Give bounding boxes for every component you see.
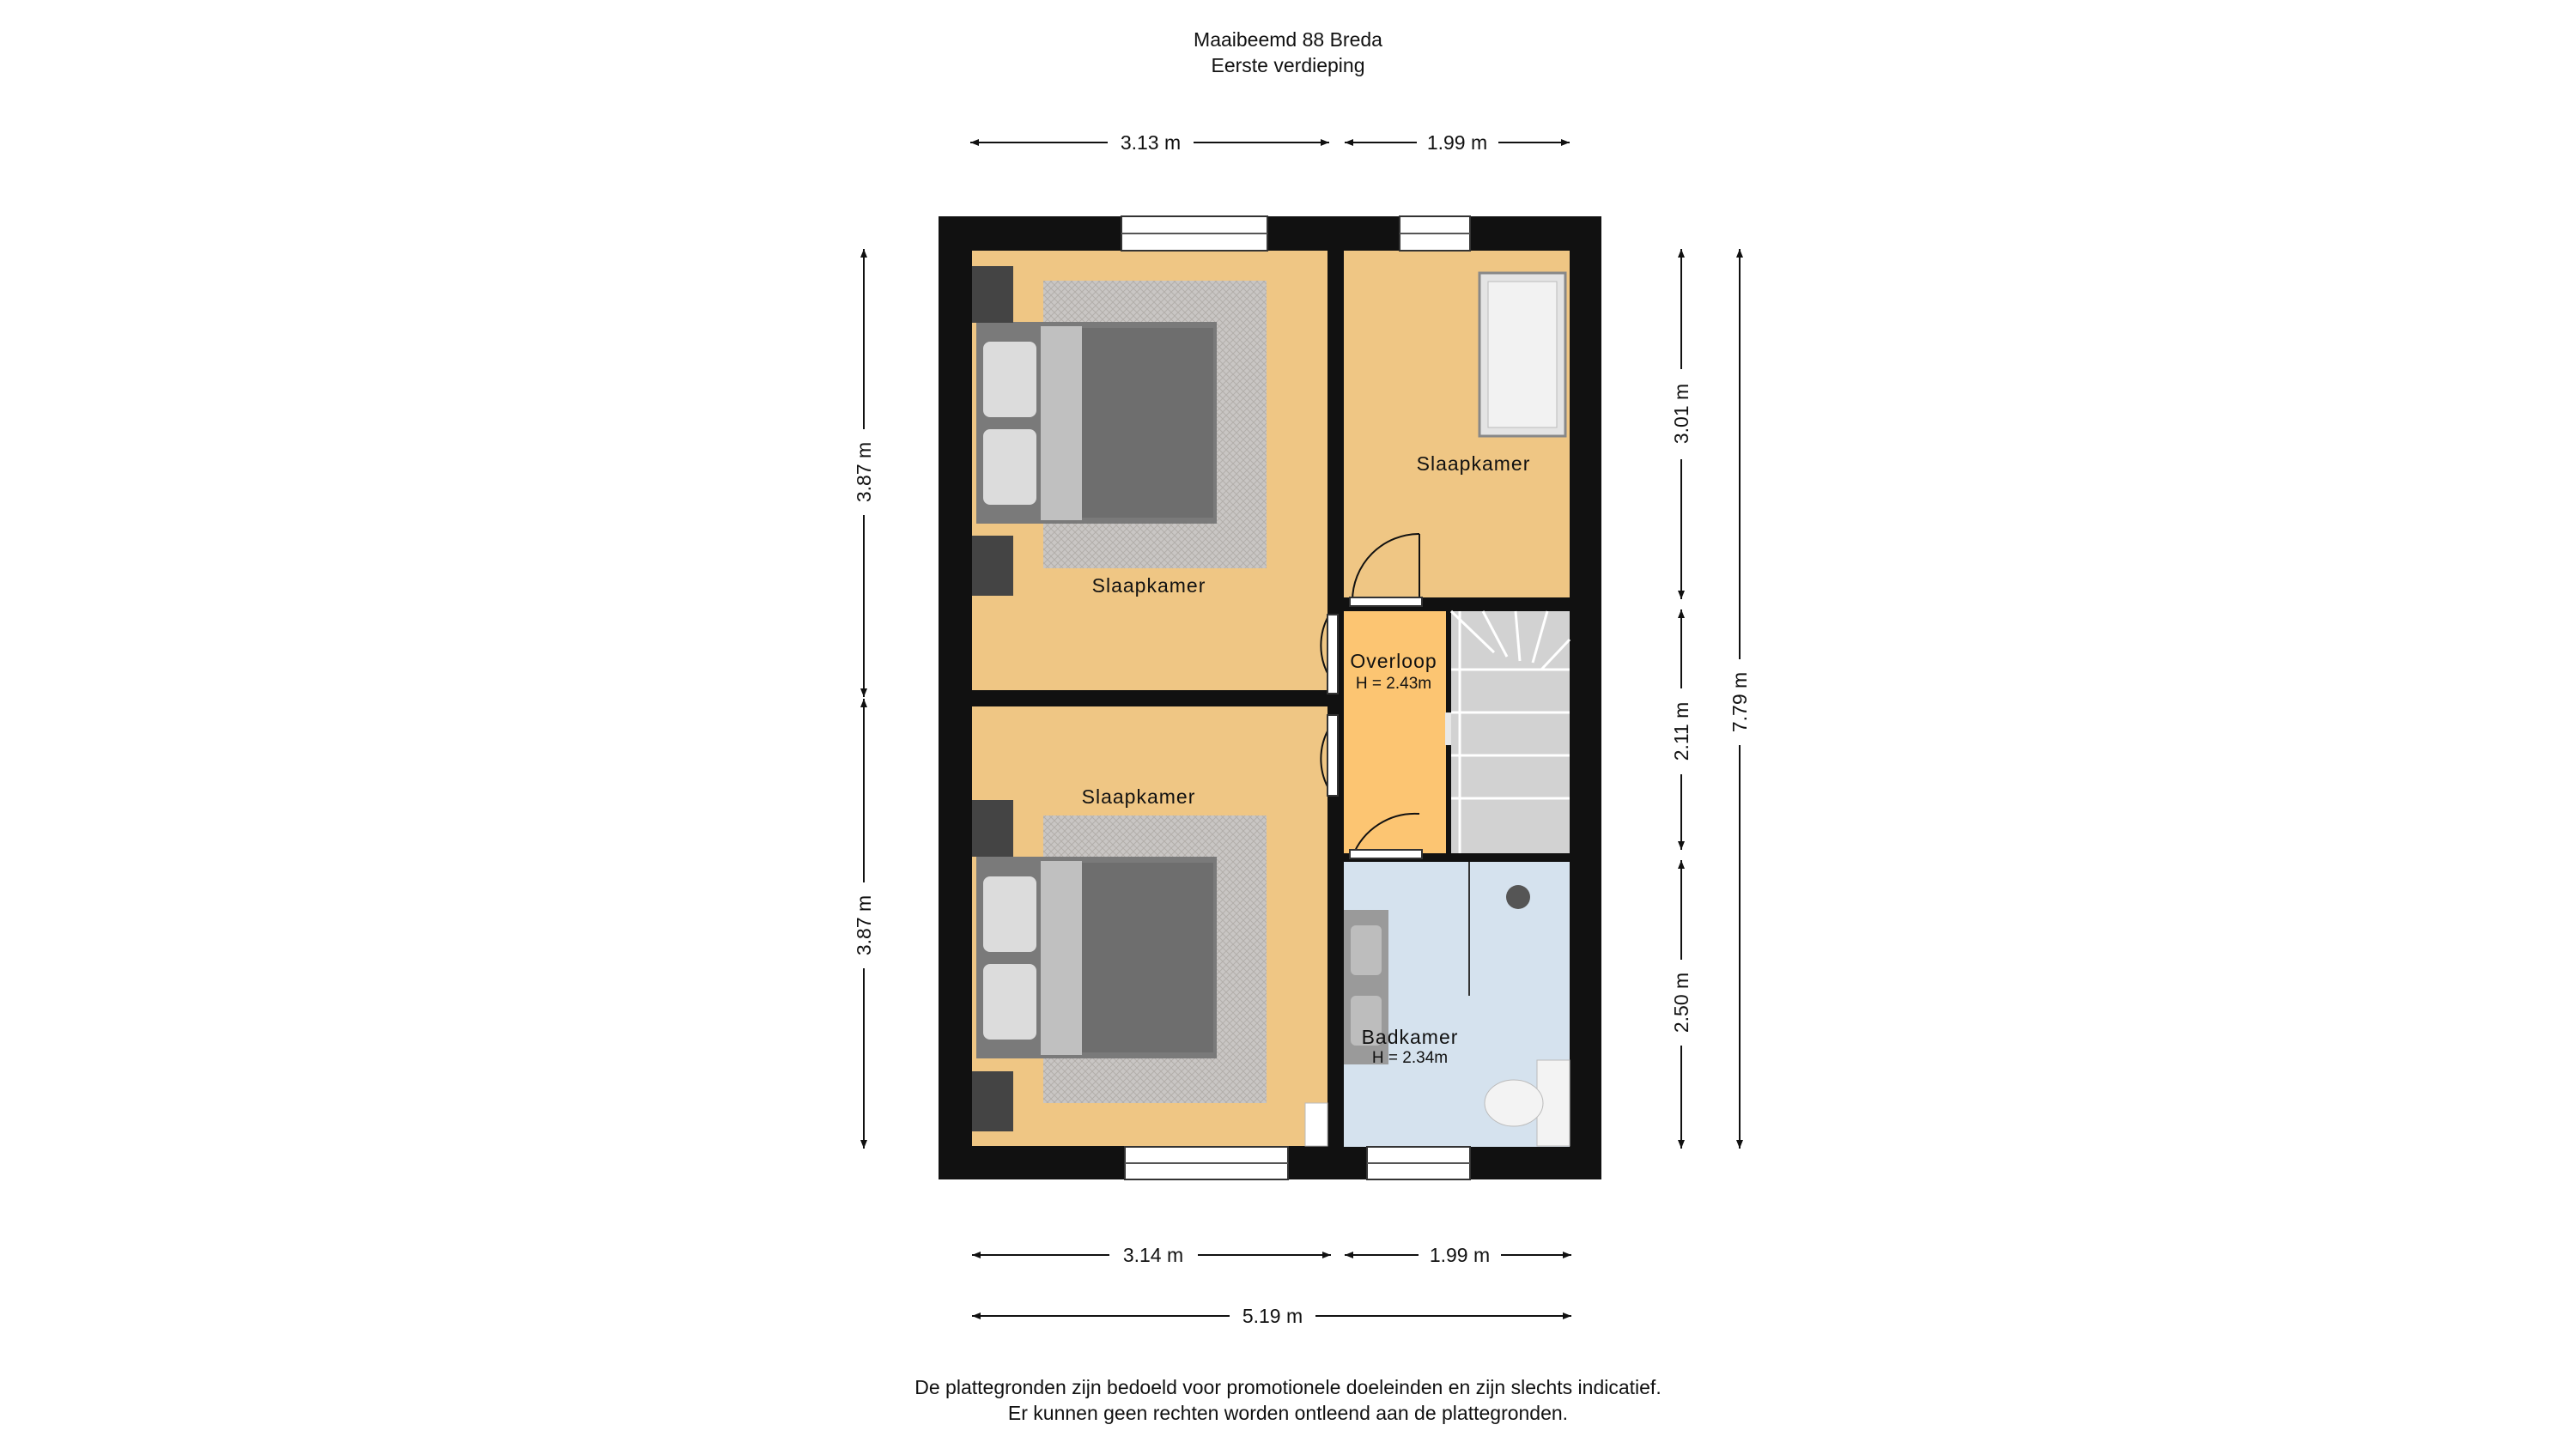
dim-top-left-width: 3.13 m	[1120, 131, 1182, 154]
dim-right-lower-depth: 2.50 m	[1670, 972, 1692, 1034]
label-bedroom-top-right: Slaapkamer	[1416, 452, 1531, 475]
dim-right-middle-depth: 2.11 m	[1670, 701, 1692, 761]
dim-top-right-width: 1.99 m	[1426, 131, 1488, 154]
plan-floor-name: Eerste verdieping	[1211, 54, 1365, 76]
dim-total-width: 5.19 m	[1242, 1305, 1303, 1327]
disclaimer-line-2: Er kunnen geen rechten worden ontleend aan de plattegronden.	[1007, 1402, 1569, 1424]
label-bathroom-height: H = 2.34m	[1371, 1049, 1449, 1067]
shower-drain	[1506, 885, 1530, 909]
toilet-bowl	[1485, 1080, 1543, 1126]
dim-bottom-left-width: 3.14 m	[1122, 1244, 1184, 1266]
label-bedroom-bottom-left: Slaapkamer	[1081, 785, 1196, 808]
label-bedroom-top-left: Slaapkamer	[1091, 574, 1206, 597]
stair-railing	[1445, 712, 1451, 745]
nightstand	[972, 266, 1013, 323]
nightstand	[972, 800, 1013, 857]
dim-left-lower-depth: 3.87 m	[853, 894, 875, 956]
stairwell	[1451, 611, 1570, 853]
crib	[1479, 273, 1565, 436]
radiator	[1305, 1103, 1327, 1146]
nightstand	[972, 536, 1013, 596]
plan-address: Maaibeemd 88 Breda	[1194, 28, 1382, 51]
label-bathroom: Badkamer	[1361, 1026, 1459, 1048]
dim-left-upper-depth: 3.87 m	[853, 441, 875, 503]
nightstand	[972, 1071, 1013, 1131]
label-landing: Overloop	[1350, 650, 1437, 672]
label-landing-height: H = 2.43m	[1355, 675, 1432, 693]
disclaimer-line-1: De plattegronden zijn bedoeld voor promotionele doeleinden en zijn slechts indicatief.	[914, 1376, 1662, 1398]
dim-bottom-right-width: 1.99 m	[1429, 1244, 1491, 1266]
sink-basin	[1351, 925, 1382, 975]
dim-total-depth: 7.79 m	[1728, 671, 1751, 733]
dim-right-upper-depth: 3.01 m	[1670, 383, 1692, 445]
